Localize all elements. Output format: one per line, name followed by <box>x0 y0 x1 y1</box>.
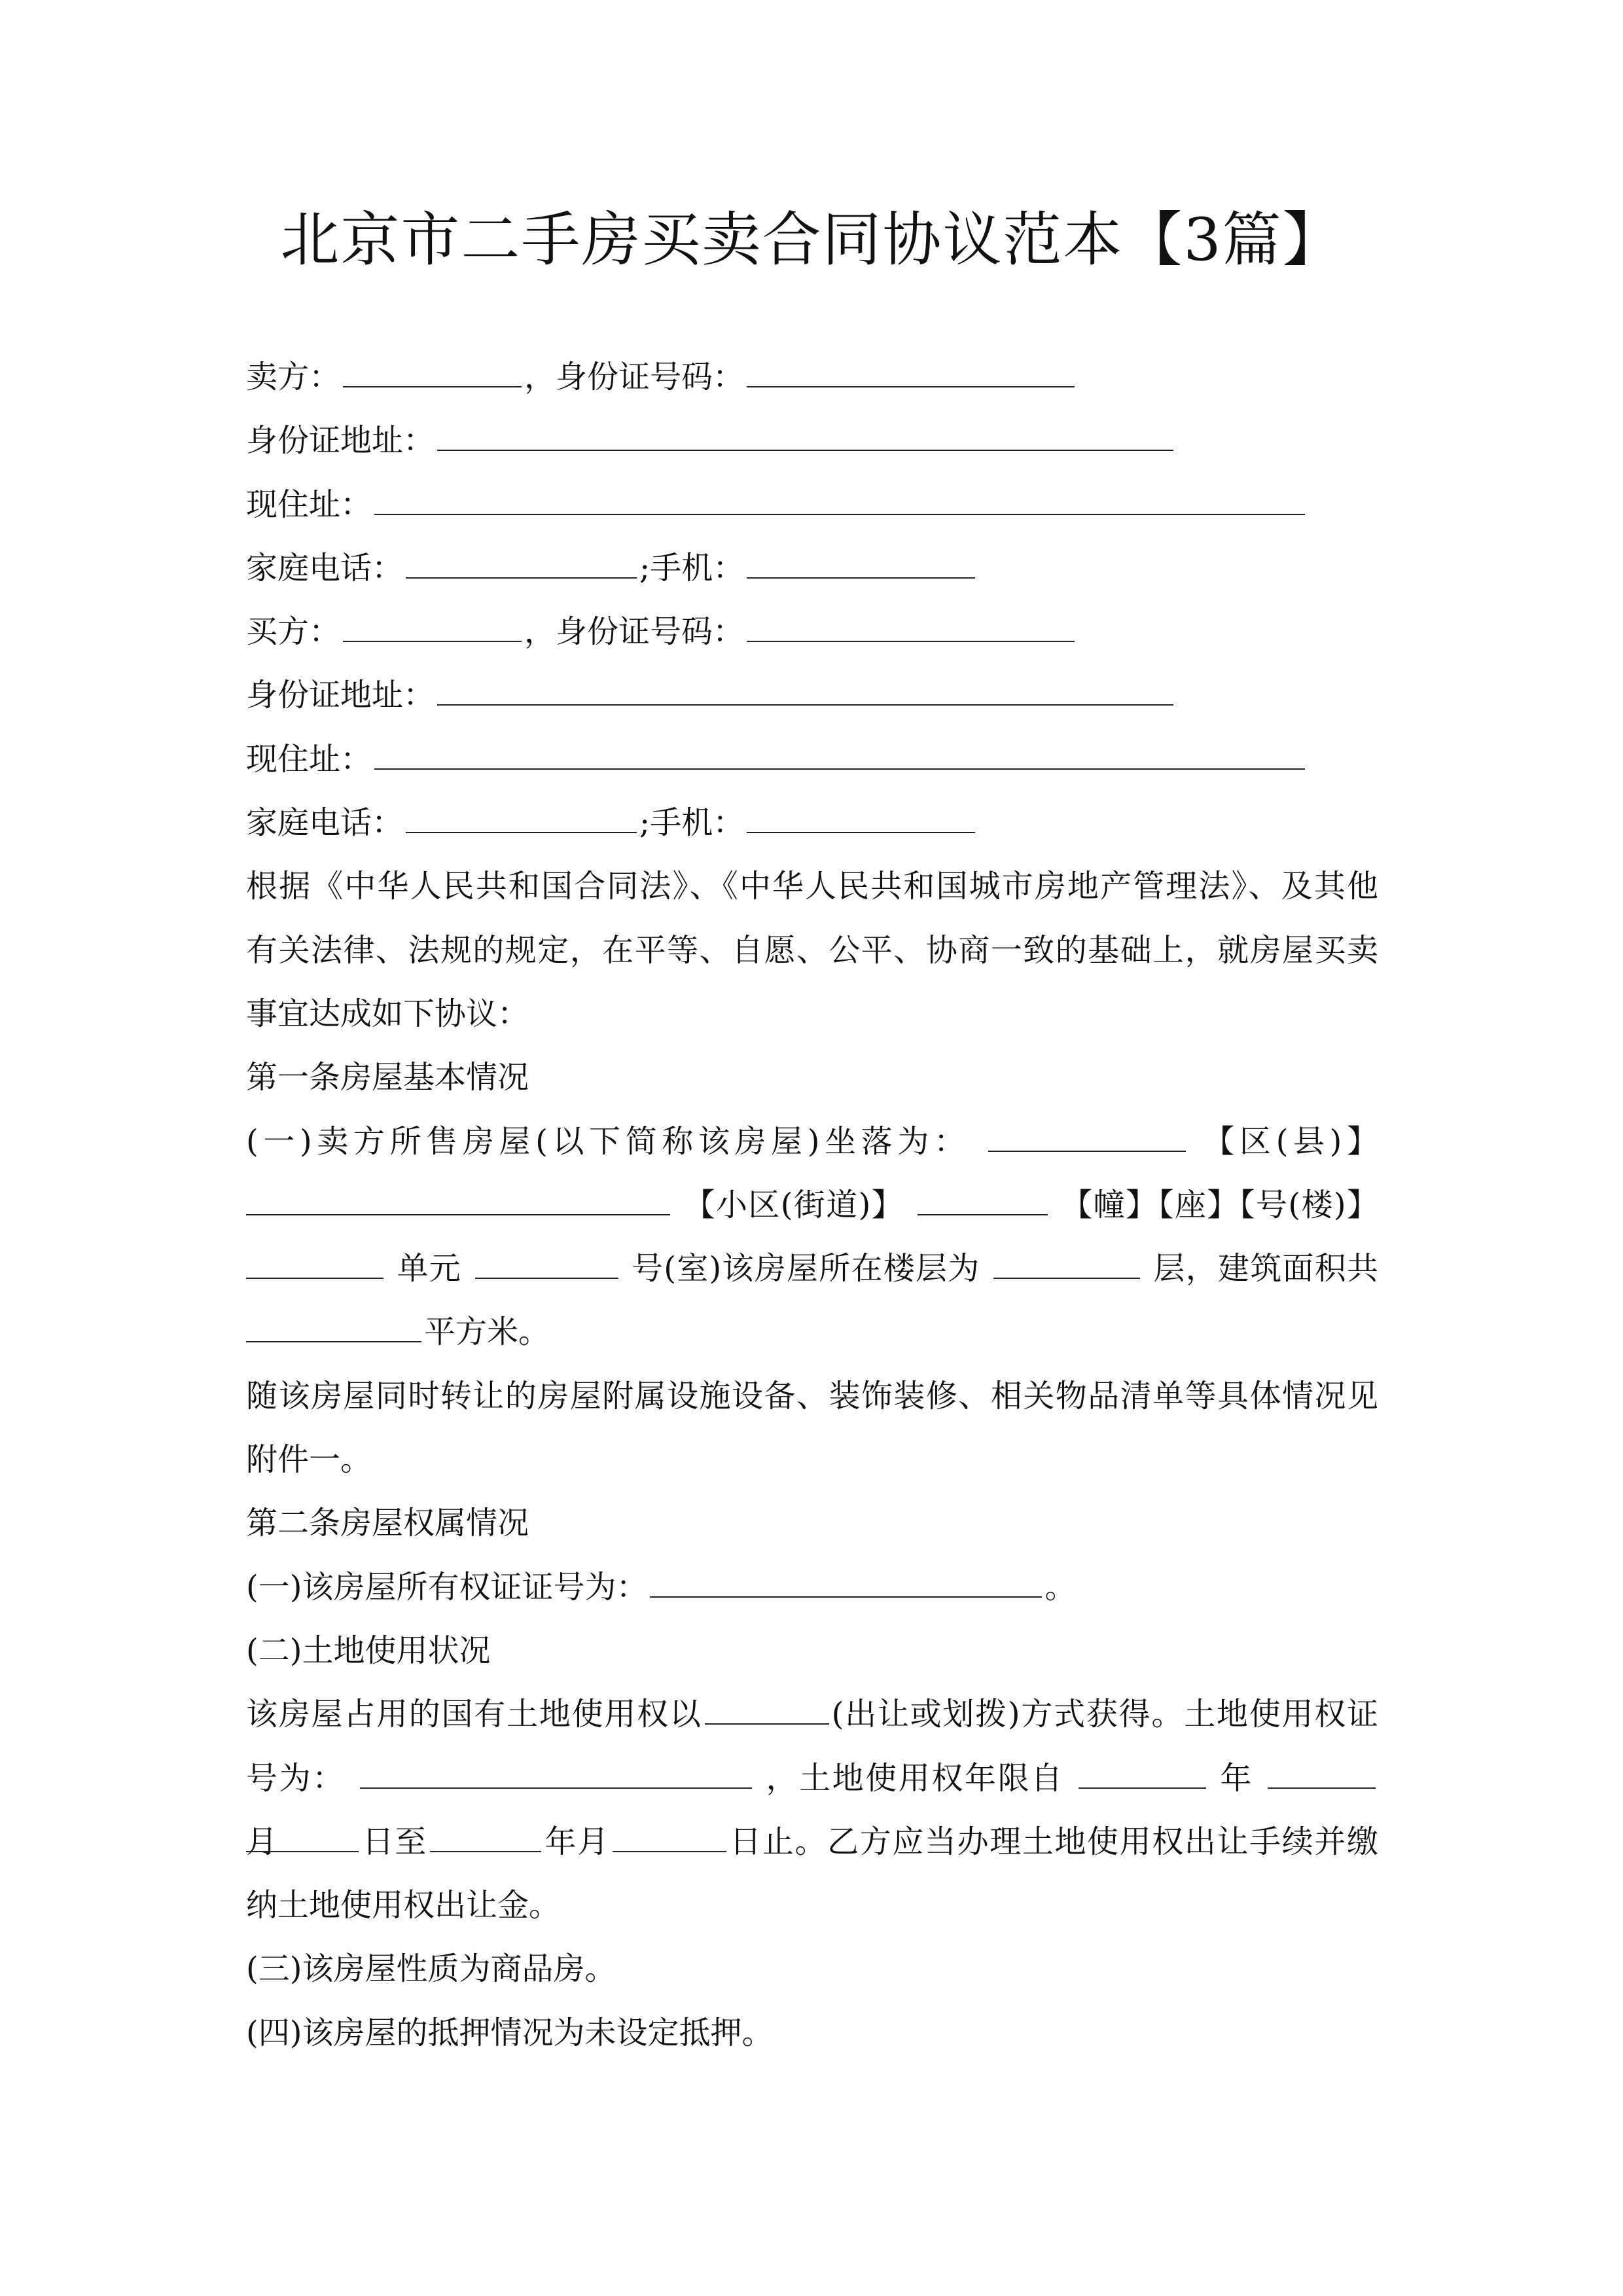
location-line-3 <box>246 1237 1378 1300</box>
location-line-1 <box>246 1110 1378 1174</box>
text: 层，建筑面积共 <box>1153 1250 1378 1287</box>
text: 月 <box>246 1823 278 1860</box>
seller-mobile-blank[interactable] <box>747 558 975 579</box>
buyer-address-blank[interactable] <box>374 749 1305 770</box>
text: 。 <box>1044 1568 1077 1605</box>
seller-address-blank[interactable] <box>374 494 1305 515</box>
document-title: 北京市二手房买卖合同协议范本【3篇】 <box>280 206 1343 274</box>
preamble-line: 事宜达成如下协议： <box>246 995 529 1032</box>
buyer-mobile-blank[interactable] <box>747 812 975 833</box>
seller-label: 卖方： <box>246 359 341 395</box>
land-line-4: 纳土地使用权出让金。 <box>246 1887 561 1924</box>
land-line-3 <box>246 1810 1378 1874</box>
acquisition-blank[interactable] <box>705 1704 829 1725</box>
text: 日止。乙方应当办理土地使用权出让手续并缴 <box>728 1823 1378 1860</box>
label: ;手机： <box>639 549 745 586</box>
seller-id-address-line <box>246 409 1378 473</box>
text: 【区(县)】 <box>1203 1122 1378 1160</box>
buyer-label: 买方： <box>246 613 341 651</box>
label: 身份证地址： <box>246 677 435 714</box>
buyer-id-blank[interactable] <box>747 621 1075 642</box>
certificate-blank[interactable] <box>650 1577 1042 1598</box>
label: ;手机： <box>639 804 745 842</box>
buyer-phone-line <box>246 791 1378 855</box>
start-month-blank[interactable] <box>1268 1768 1376 1789</box>
buyer-id-address-blank[interactable] <box>437 685 1173 706</box>
buyer-id-label: ，身份证号码： <box>524 613 745 651</box>
text: 年月 <box>543 1823 610 1860</box>
text: (出让或划拨)方式获得。土地使用权证 <box>831 1696 1378 1733</box>
area-blank[interactable] <box>246 1321 421 1342</box>
room-blank[interactable] <box>475 1258 618 1279</box>
text: 日至 <box>361 1823 427 1860</box>
community-blank[interactable] <box>246 1194 670 1215</box>
location-line-2 <box>246 1174 1378 1237</box>
preamble-line: 根据《中华人民共和国合同法》、《中华人民共和国城市房地产管理法》、及其他 <box>246 868 1378 905</box>
seller-phone-blank[interactable] <box>406 558 637 579</box>
text: ，土地使用权年限自 <box>766 1759 1064 1797</box>
seller-id-address-blank[interactable] <box>437 430 1173 451</box>
text: (一)卖方所售房屋(以下简称该房屋)坐落为： <box>246 1122 971 1160</box>
text: 该房屋占用的国有土地使用权以 <box>246 1696 702 1733</box>
building-blank[interactable] <box>918 1194 1048 1215</box>
location-line-4 <box>246 1300 1378 1364</box>
buyer-address-line <box>246 728 1378 791</box>
contract-body <box>246 346 1378 2065</box>
unit-blank[interactable] <box>246 1258 383 1279</box>
end-day-blank[interactable] <box>613 1831 726 1852</box>
property-nature: (三)该房屋性质为商品房。 <box>246 1950 616 1988</box>
text: (一)该房屋所有权证证号为： <box>246 1568 648 1605</box>
article-2-heading: 第二条房屋权属情况 <box>246 1505 529 1542</box>
attachment-line: 随该房屋同时转让的房屋附属设施设备、装饰装修、相关物品清单等具体情况见 <box>246 1377 1378 1414</box>
label: 现住址： <box>246 486 372 523</box>
label: 家庭电话： <box>246 549 404 586</box>
buyer-name-blank[interactable] <box>343 621 522 642</box>
seller-phone-line <box>246 537 1378 600</box>
seller-id-label: ，身份证号码： <box>524 359 745 395</box>
label: 家庭电话： <box>246 804 404 842</box>
land-line-1 <box>246 1683 1378 1746</box>
text: 号为： <box>246 1759 346 1797</box>
seller-id-blank[interactable] <box>747 367 1075 387</box>
start-year-blank[interactable] <box>1079 1768 1206 1789</box>
preamble-line: 有关法律、法规的规定，在平等、自愿、公平、协商一致的基础上，就房屋买卖 <box>246 931 1378 969</box>
text: 号(室)该房屋所在楼层为 <box>632 1250 980 1287</box>
text: 单元 <box>397 1250 462 1287</box>
land-cert-blank[interactable] <box>360 1768 752 1789</box>
buyer-phone-blank[interactable] <box>406 812 637 833</box>
seller-address-line <box>246 473 1378 537</box>
seller-line <box>246 346 1378 409</box>
buyer-id-address-line <box>246 664 1378 727</box>
seller-name-blank[interactable] <box>343 367 522 387</box>
mortgage-status: (四)该房屋的抵押情况为未设定抵押。 <box>246 2014 774 2051</box>
attachment-line: 附件一。 <box>246 1441 372 1479</box>
label: 身份证地址： <box>246 422 435 459</box>
start-day-blank[interactable] <box>246 1831 359 1852</box>
land-use-heading: (二)土地使用状况 <box>246 1632 491 1669</box>
text: 【幢】【座】【号(楼)】 <box>1061 1186 1378 1223</box>
text: 年 <box>1220 1759 1254 1797</box>
article-1-heading: 第一条房屋基本情况 <box>246 1059 529 1096</box>
label: 现住址： <box>246 740 372 778</box>
certificate-line <box>246 1556 1378 1619</box>
district-blank[interactable] <box>988 1131 1186 1152</box>
end-year-blank[interactable] <box>430 1831 541 1852</box>
text: 平方米。 <box>424 1314 550 1351</box>
text: 【小区(街道)】 <box>683 1186 904 1223</box>
buyer-line <box>246 600 1378 664</box>
floor-blank[interactable] <box>993 1258 1140 1279</box>
